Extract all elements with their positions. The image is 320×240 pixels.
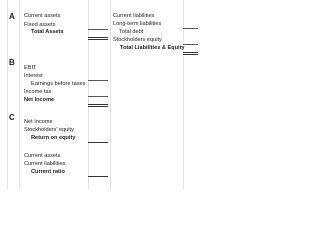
double-underline bbox=[88, 104, 108, 105]
grid-line bbox=[19, 0, 20, 189]
current-assets-label: Current assets bbox=[24, 13, 61, 19]
double-underline bbox=[183, 52, 198, 53]
long-term-liabilities-label: Long-term liabilities bbox=[113, 21, 162, 27]
underline bbox=[183, 44, 198, 45]
underline bbox=[88, 96, 108, 97]
total-debt-label: Total debt bbox=[119, 29, 144, 35]
grid-line bbox=[110, 0, 111, 189]
grid-line bbox=[7, 0, 8, 189]
section-a-letter: A bbox=[9, 12, 15, 21]
double-underline bbox=[88, 39, 108, 40]
interest-label: Interest bbox=[24, 73, 43, 79]
net-income-label-c: Net Income bbox=[24, 119, 53, 125]
spreadsheet-sheet bbox=[0, 0, 200, 189]
double-underline bbox=[183, 54, 198, 55]
ebit-label: EBIT bbox=[24, 65, 37, 71]
stockholders-equity-label-c: Stockholders' equity bbox=[24, 127, 74, 133]
double-underline bbox=[88, 37, 108, 38]
total-assets-label: Total Assets bbox=[31, 29, 64, 35]
stockholders-equity-label: Stockholders equity bbox=[113, 37, 162, 43]
net-income-label: Net Income bbox=[24, 97, 55, 103]
underline bbox=[88, 142, 108, 143]
underline bbox=[88, 176, 108, 177]
total-liabilities-equity-label: Total Liabilities & Equity bbox=[120, 45, 185, 51]
section-c-letter: C bbox=[9, 113, 15, 122]
earnings-before-taxes-label: Earnings before taxes bbox=[31, 81, 86, 87]
double-underline bbox=[88, 106, 108, 107]
section-b-letter: B bbox=[9, 58, 15, 67]
income-tax-label: Income tax bbox=[24, 89, 52, 95]
underline bbox=[88, 80, 108, 81]
current-liabilities-label: Current liabilities bbox=[113, 13, 155, 19]
current-assets-label-c: Current assets bbox=[24, 153, 61, 159]
underline bbox=[88, 29, 108, 30]
fixed-assets-label: Fixed assets bbox=[24, 22, 56, 28]
current-ratio-label: Current ratio bbox=[31, 169, 65, 175]
return-on-equity-label: Return on equity bbox=[31, 135, 76, 141]
current-liabilities-label-c: Current liabilities bbox=[24, 161, 66, 167]
underline bbox=[183, 28, 198, 29]
